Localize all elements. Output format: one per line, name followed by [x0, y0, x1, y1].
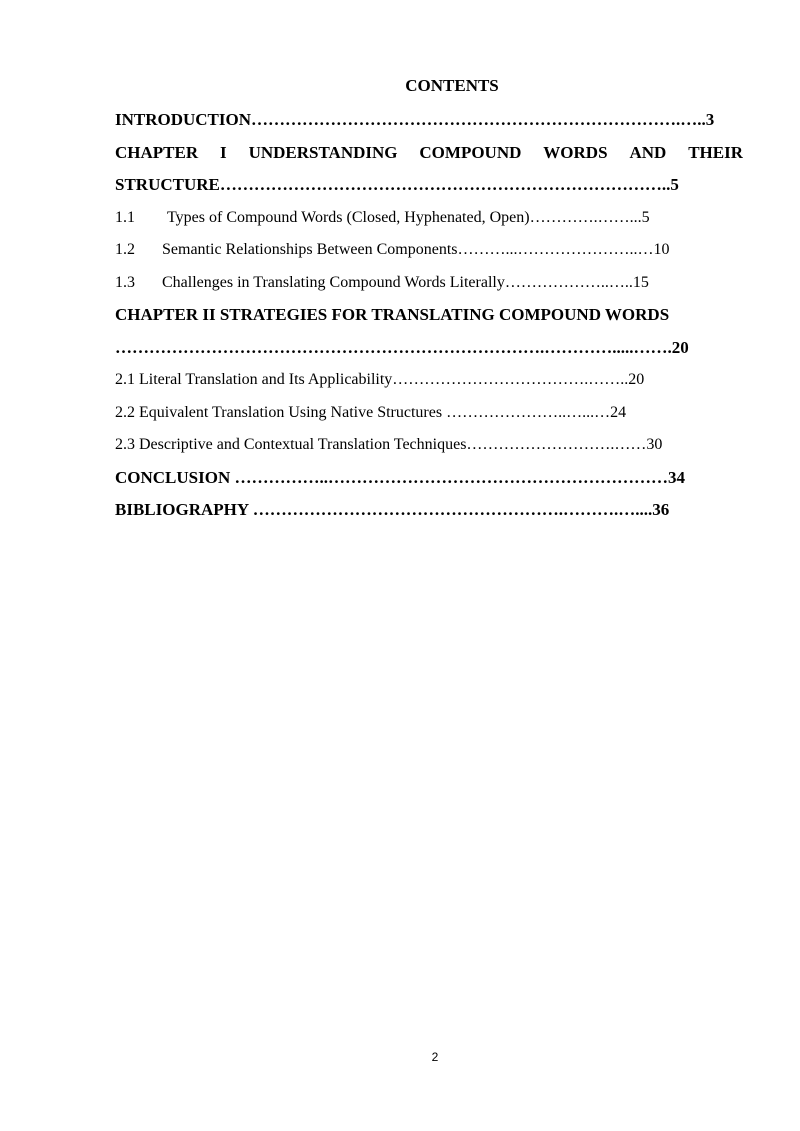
toc-section-number: 1.1 — [115, 208, 135, 226]
toc-chapter-1-continuation: STRUCTURE……………………………………………………………………..5 — [115, 175, 679, 194]
toc-section-number: 1.2 — [115, 241, 135, 258]
toc-section-text: Challenges in Translating Compound Words Literally………………..…..15 — [162, 273, 649, 291]
toc-chapter-1-word: I — [220, 142, 227, 162]
toc-bibliography: BIBLIOGRAPHY ……………………………………………….……….…....36 — [115, 500, 670, 519]
toc-chapter-1-word: AND — [629, 142, 667, 162]
toc-chapter-1-word: CHAPTER — [115, 142, 199, 162]
toc-section-2-3: 2.3 Descriptive and Contextual Translation Techniques……………………….……30 — [115, 436, 663, 453]
toc-chapter-1-word: WORDS — [543, 142, 608, 162]
toc-section-text: Types of Compound Words (Closed, Hyphenated, Open)………….……...5 — [167, 208, 650, 226]
toc-section-number: 1.3 — [115, 273, 135, 291]
toc-section-text: Semantic Relationships Between Components………...…………………..…10 — [162, 241, 670, 258]
page-number: 2 — [431, 1050, 439, 1064]
toc-chapter-2-title: CHAPTER II STRATEGIES FOR TRANSLATING COMPOUND WORDS — [115, 305, 670, 324]
toc-chapter-2-continuation: ………………………………………………………………….………….....…….20 — [115, 337, 689, 357]
toc-section-1-1 — [115, 206, 743, 239]
toc-conclusion: CONCLUSION ……………..……………………………………………………34 — [115, 467, 685, 487]
toc-section-1-2 — [115, 238, 743, 271]
toc-section-2-1: 2.1 Literal Translation and Its Applicability……………………………….……..20 — [115, 371, 645, 388]
page-title: CONTENTS — [405, 76, 499, 95]
toc-chapter-1-word: COMPOUND — [419, 142, 522, 162]
toc-section-2-2: 2.2 Equivalent Translation Using Native Structures …………………..…...…24 — [115, 403, 627, 421]
toc-chapter-1-word: UNDERSTANDING — [248, 142, 398, 162]
toc-section-1-3 — [115, 271, 743, 304]
toc-introduction: INTRODUCTION………………………………………………………………….…..3 — [115, 110, 715, 129]
table-of-contents — [115, 108, 743, 531]
toc-chapter-1-title — [115, 141, 743, 174]
toc-chapter-1-word: THEIR — [688, 142, 743, 162]
